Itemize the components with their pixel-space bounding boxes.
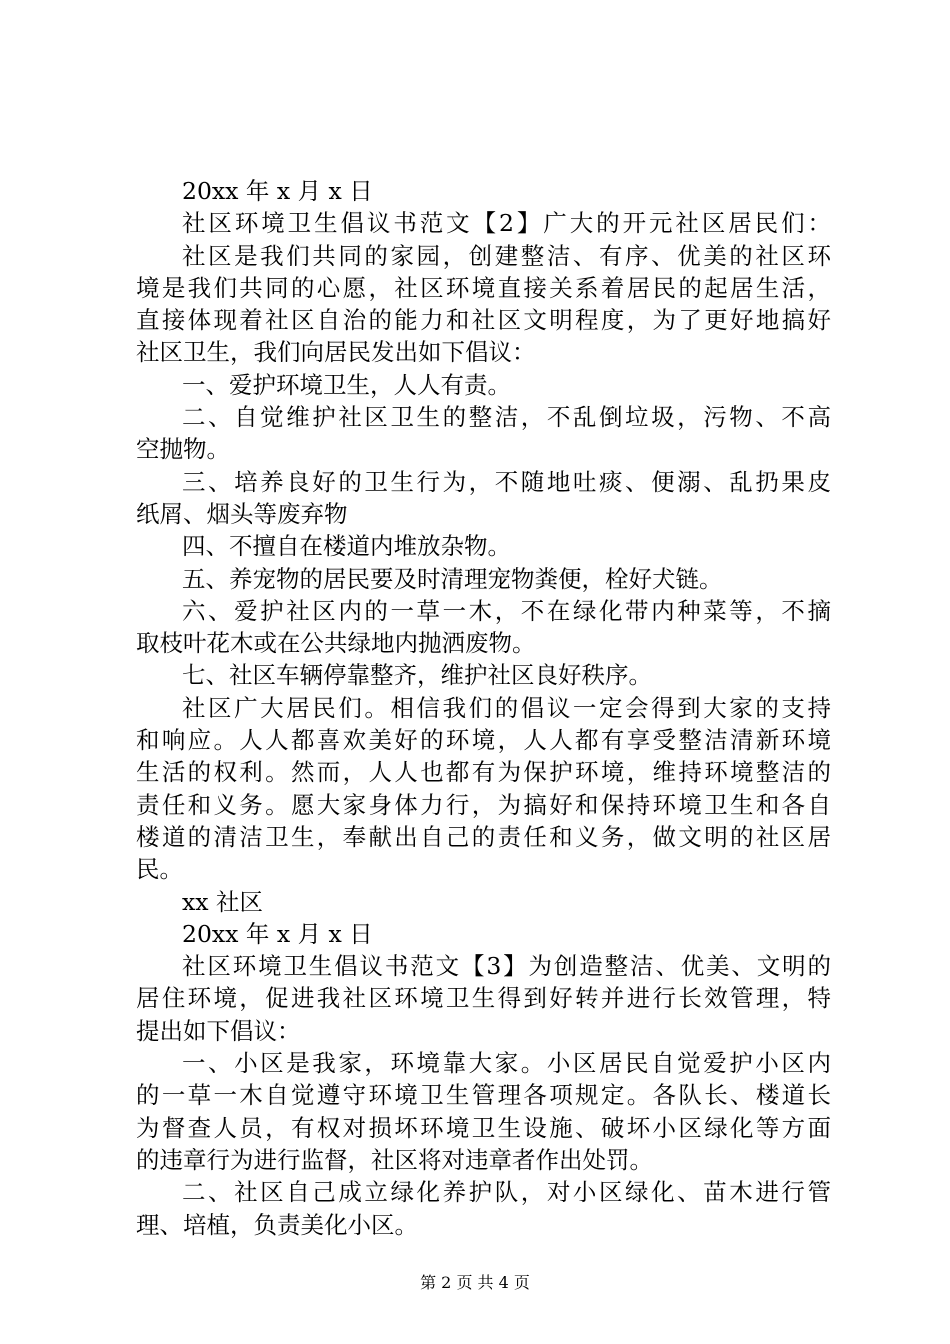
text-line: 民。 [136,855,183,884]
text-line: 境是我们共同的心愿，社区环境直接关系着居民的起居生活， [136,273,831,302]
text-line: 一、爱护环境卫生，人人有责。 [182,370,511,399]
text-line: 五、养宠物的居民要及时清理宠物粪便，栓好犬链。 [182,564,723,593]
text-line: 七、社区车辆停靠整齐，维护社区良好秩序。 [182,661,652,690]
text-line: 20xx 年 x 月 x 日 [182,919,373,948]
text-line: 的一草一木自觉遵守环境卫生管理各项规定。各队长、楼道长 [136,1081,831,1110]
page-number-label: 第 2 页 共 4 页 [420,1273,530,1292]
text-line: 提出如下倡议： [136,1016,301,1045]
text-line: 纸屑、烟头等废弃物 [136,499,348,528]
text-line: 责任和义务。愿大家身体力行，为搞好和保持环境卫生和各自 [136,790,831,819]
text-line: 取枝叶花木或在公共绿地内抛洒废物。 [136,629,536,658]
document-body [136,175,831,1241]
text-line: 直接体现着社区自治的能力和社区文明程度，为了更好地搞好 [136,306,831,335]
text-line: 生活的权利。然而，人人也都有为保护环境，维持环境整洁的 [136,758,831,787]
text-line: 理、培植，负责美化小区。 [136,1210,418,1239]
text-line: 为督查人员，有权对损坏环境卫生设施、破坏小区绿化等方面 [136,1113,831,1142]
text-line: 和响应。人人都喜欢美好的环境，人人都有享受整洁清新环境 [136,726,831,755]
text-line: 楼道的清洁卫生，奉献出自己的责任和义务，做文明的社区居 [136,822,831,851]
text-line: 社区广大居民们。相信我们的倡议一定会得到大家的支持 [182,693,831,722]
text-line: xx 社区 [182,887,263,916]
text-line: 空抛物。 [136,435,230,464]
text-line: 六、爱护社区内的一草一木，不在绿化带内种菜等，不摘 [182,596,831,625]
text-line: 的违章行为进行监督，社区将对违章者作出处罚。 [136,1145,653,1174]
text-line: 二、自觉维护社区卫生的整洁，不乱倒垃圾，污物、不高 [182,403,831,432]
text-line: 社区环境卫生倡议书范文【2】广大的开元社区居民们： [182,209,831,238]
text-line: 四、不擅自在楼道内堆放杂物。 [182,532,511,561]
text-line: 20xx 年 x 月 x 日 [182,177,373,205]
text-line: 二、社区自己成立绿化养护队，对小区绿化、苗木进行管 [182,1178,831,1207]
text-line: 社区环境卫生倡议书范文【3】为创造整洁、优美、文明的 [182,952,831,981]
text-line: 一、小区是我家，环境靠大家。小区居民自觉爱护小区内 [182,1049,831,1078]
text-line: 三、培养良好的卫生行为，不随地吐痰、便溺、乱扔果皮 [182,467,831,496]
page-footer [0,1273,950,1293]
text-line: 社区卫生，我们向居民发出如下倡议： [136,338,536,367]
text-line: 社区是我们共同的家园，创建整洁、有序、优美的社区环 [182,241,831,270]
text-line: 居住环境，促进我社区环境卫生得到好转并进行长效管理，特 [136,984,831,1013]
